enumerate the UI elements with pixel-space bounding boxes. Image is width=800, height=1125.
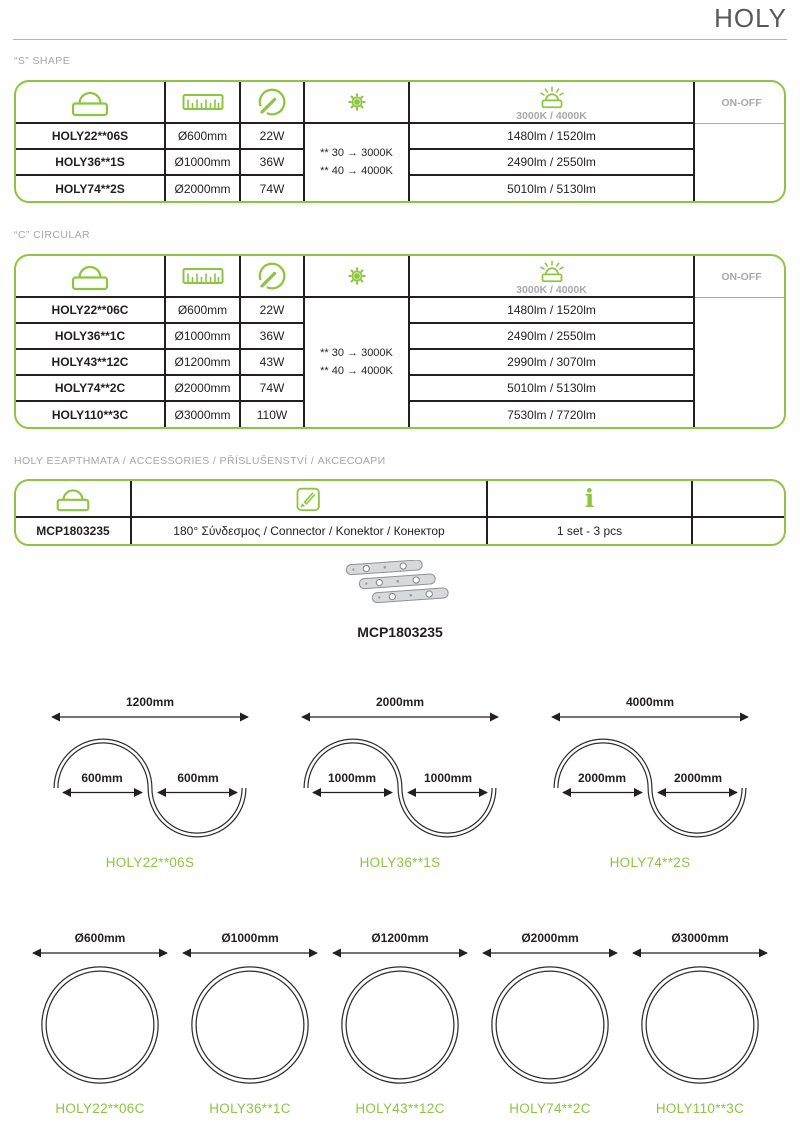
lumens-cell: 1480lm / 1520lm bbox=[409, 297, 694, 323]
product-code-cell: HOLY22**06C bbox=[16, 297, 165, 323]
s-shape-table bbox=[16, 82, 786, 201]
s-shape-section-title: “S” SHAPE bbox=[14, 55, 71, 67]
color-temp-note-cell: ** 30 → 3000K ** 40 → 4000K bbox=[304, 123, 409, 201]
dimension-header bbox=[165, 82, 240, 123]
s-shape-drawing bbox=[294, 692, 506, 850]
circle-drawing bbox=[177, 930, 323, 1096]
svg-text:4000mm: 4000mm bbox=[625, 695, 675, 709]
diameter-cell: Ø1000mm bbox=[165, 149, 240, 175]
circle-drawing bbox=[477, 930, 623, 1096]
power-cell: 43W bbox=[240, 349, 304, 375]
description-header bbox=[131, 481, 487, 517]
svg-text:1000mm: 1000mm bbox=[423, 771, 473, 785]
svg-text:Ø2000mm: Ø2000mm bbox=[521, 931, 579, 945]
product-code-cell: HOLY43**12C bbox=[16, 349, 165, 375]
on-off-header: ON-OFF bbox=[694, 82, 786, 123]
s-shape-diagram bbox=[44, 692, 256, 870]
gauge-icon bbox=[255, 85, 289, 119]
diagram-product-label: HOLY74**2S bbox=[609, 855, 691, 870]
product-code-cell: HOLY110**3C bbox=[16, 401, 165, 427]
power-cell: 36W bbox=[240, 149, 304, 175]
s-shape-drawing bbox=[544, 692, 756, 850]
table-header-row bbox=[16, 256, 786, 297]
lumens-header bbox=[409, 82, 694, 123]
lamp-icon bbox=[70, 261, 110, 291]
ruler-icon bbox=[182, 92, 224, 112]
description-cell: 180° Σύνδεσμος / Connector / Konektor / Конектор bbox=[131, 517, 487, 544]
ruler-icon bbox=[182, 266, 224, 286]
diameter-cell: Ø1200mm bbox=[165, 349, 240, 375]
svg-text:Ø600mm: Ø600mm bbox=[74, 931, 126, 945]
connector-code-label: MCP1803235 bbox=[357, 624, 443, 640]
product-code-cell: HOLY74**2C bbox=[16, 375, 165, 401]
color-temp-note-cell: ** 30 → 3000K ** 40 → 4000K bbox=[304, 297, 409, 427]
product-code-cell: HOLY36**1C bbox=[16, 323, 165, 349]
diagram-product-label: HOLY22**06C bbox=[55, 1101, 145, 1116]
circle-drawing bbox=[27, 930, 173, 1096]
svg-text:1000mm: 1000mm bbox=[327, 771, 377, 785]
power-cell: 22W bbox=[240, 123, 304, 149]
power-cell: 110W bbox=[240, 401, 304, 427]
svg-text:2000mm: 2000mm bbox=[673, 771, 723, 785]
circle-diagram bbox=[27, 930, 173, 1116]
diameter-cell: Ø3000mm bbox=[165, 401, 240, 427]
circle-drawing bbox=[627, 930, 773, 1096]
info-icon: i bbox=[584, 483, 595, 513]
circle-diagram bbox=[177, 930, 323, 1116]
power-cell: 36W bbox=[240, 323, 304, 349]
color-temp-header bbox=[304, 82, 409, 123]
diagram-product-label: HOLY43**12C bbox=[355, 1101, 445, 1116]
color-temp-header bbox=[304, 256, 409, 297]
s-shape-diagrams bbox=[0, 692, 800, 870]
diameter-cell: Ø600mm bbox=[165, 123, 240, 149]
s-shape-table-box bbox=[14, 80, 786, 203]
c-circular-table-box bbox=[14, 254, 786, 429]
product-code-cell: MCP1803235 bbox=[16, 517, 131, 544]
on-off-header: ON-OFF bbox=[694, 256, 786, 297]
svg-text:Ø3000mm: Ø3000mm bbox=[671, 931, 729, 945]
diagram-product-label: HOLY74**2C bbox=[509, 1101, 591, 1116]
product-code-header bbox=[16, 481, 131, 517]
lumens-cell: 7530lm / 7720lm bbox=[409, 401, 694, 427]
s-shape-diagram bbox=[544, 692, 756, 870]
product-code-cell: HOLY74**2S bbox=[16, 175, 165, 201]
table-header-row bbox=[16, 82, 786, 123]
svg-text:2000mm: 2000mm bbox=[375, 695, 425, 709]
lamp-icon bbox=[70, 87, 110, 117]
pencil-icon bbox=[295, 485, 323, 513]
sun-icon bbox=[346, 265, 368, 287]
on-off-cell bbox=[694, 297, 786, 427]
svg-text:Ø1000mm: Ø1000mm bbox=[221, 931, 279, 945]
circle-diagram bbox=[627, 930, 773, 1116]
empty-header bbox=[692, 481, 786, 517]
sun-icon bbox=[346, 91, 368, 113]
table-header-row bbox=[16, 481, 786, 517]
svg-text:1200mm: 1200mm bbox=[125, 695, 175, 709]
connector-strips-image bbox=[334, 560, 466, 620]
lamp-rays-icon bbox=[533, 257, 571, 283]
accessories-table-box bbox=[14, 479, 786, 546]
empty-cell bbox=[692, 517, 786, 544]
power-cell: 74W bbox=[240, 175, 304, 201]
power-header bbox=[240, 82, 304, 123]
lumens-header bbox=[409, 256, 694, 297]
lamp-rays-icon bbox=[533, 83, 571, 109]
s-shape-diagram bbox=[294, 692, 506, 870]
lumens-cell: 2990lm / 3070lm bbox=[409, 349, 694, 375]
diagram-product-label: HOLY22**06S bbox=[105, 855, 195, 870]
diagram-product-label: HOLY36**1C bbox=[209, 1101, 291, 1116]
packaging-cell: 1 set - 3 pcs bbox=[487, 517, 692, 544]
product-code-cell: HOLY36**1S bbox=[16, 149, 165, 175]
dimension-header bbox=[165, 256, 240, 297]
c-circular-table bbox=[16, 256, 786, 427]
accessories-section-title: HOLY ΕΞΑΡΤΗΜΑΤΑ / ACCESSORIES / PŘÍSLUŠENSTVÍ / АКСЕСОАРИ bbox=[14, 455, 386, 467]
page-header bbox=[13, 0, 787, 40]
product-code-header bbox=[16, 256, 165, 297]
diameter-cell: Ø2000mm bbox=[165, 175, 240, 201]
product-code-header bbox=[16, 82, 165, 123]
circular-diagrams bbox=[0, 930, 800, 1116]
lumens-cell: 2490lm / 2550lm bbox=[409, 323, 694, 349]
product-code-cell: HOLY22**06S bbox=[16, 123, 165, 149]
lumens-cell: 5010lm / 5130lm bbox=[409, 175, 694, 201]
power-header bbox=[240, 256, 304, 297]
power-cell: 22W bbox=[240, 297, 304, 323]
diagram-product-label: HOLY110**3C bbox=[655, 1101, 745, 1116]
diameter-cell: Ø2000mm bbox=[165, 375, 240, 401]
color-temp-options-label: 3000K / 4000K bbox=[516, 109, 587, 122]
table-row bbox=[16, 123, 786, 149]
c-circular-section-title: “C” CIRCULAR bbox=[14, 229, 90, 241]
diagram-product-label: HOLY36**1S bbox=[359, 855, 441, 870]
lamp-icon bbox=[55, 485, 91, 512]
color-temp-options-label: 3000K / 4000K bbox=[516, 283, 587, 296]
svg-text:600mm: 600mm bbox=[81, 771, 123, 785]
lumens-cell: 2490lm / 2550lm bbox=[409, 149, 694, 175]
circle-diagram bbox=[327, 930, 473, 1116]
svg-text:600mm: 600mm bbox=[177, 771, 219, 785]
packaging-header bbox=[487, 481, 692, 517]
lumens-cell: 1480lm / 1520lm bbox=[409, 123, 694, 149]
diameter-cell: Ø600mm bbox=[165, 297, 240, 323]
diameter-cell: Ø1000mm bbox=[165, 323, 240, 349]
power-cell: 74W bbox=[240, 375, 304, 401]
circle-diagram bbox=[477, 930, 623, 1116]
page-title: HOLY bbox=[714, 2, 787, 33]
circle-drawing bbox=[327, 930, 473, 1096]
on-off-cell bbox=[694, 123, 786, 201]
accessories-table bbox=[16, 481, 786, 544]
lumens-cell: 5010lm / 5130lm bbox=[409, 375, 694, 401]
svg-text:2000mm: 2000mm bbox=[577, 771, 627, 785]
gauge-icon bbox=[255, 259, 289, 293]
table-row bbox=[16, 297, 786, 323]
table-row bbox=[16, 517, 786, 544]
s-shape-drawing bbox=[44, 692, 256, 850]
svg-text:Ø1200mm: Ø1200mm bbox=[371, 931, 429, 945]
connector-figure bbox=[0, 560, 800, 640]
